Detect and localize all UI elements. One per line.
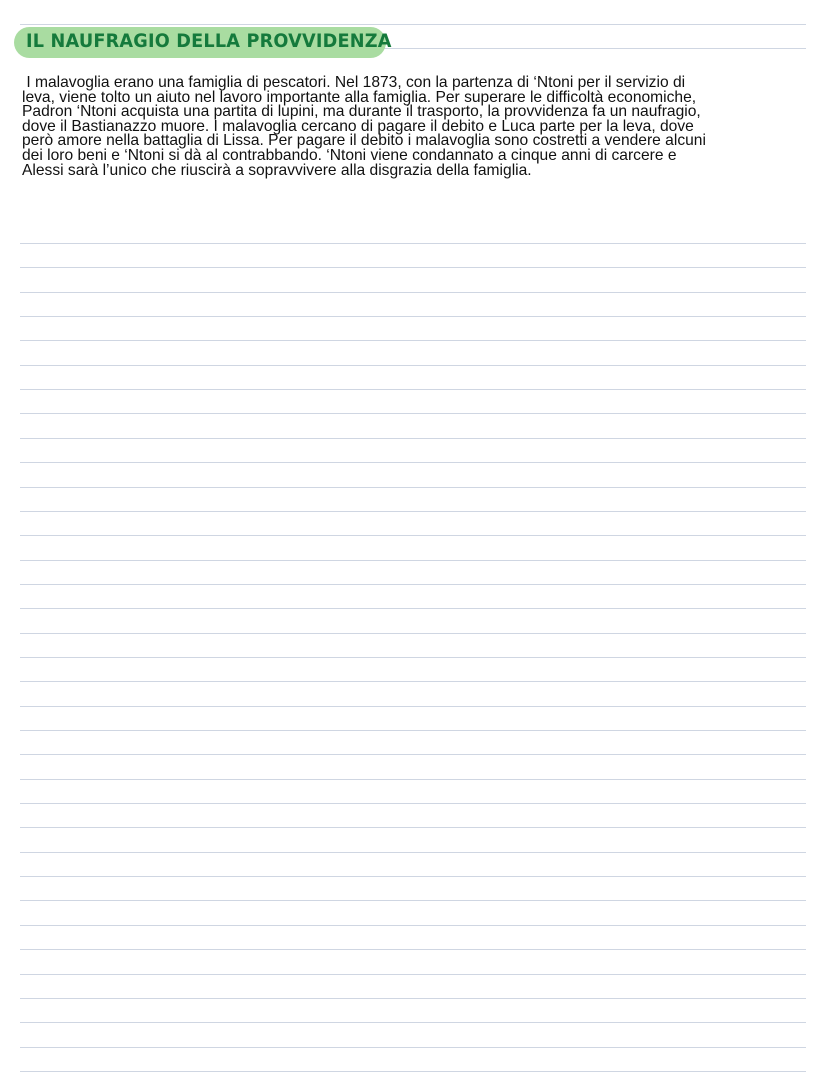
ruled-line (20, 925, 806, 926)
paragraph-line: dove il Bastianazzo muore. I malavoglia cercano di pagare il debito e Luca parte per la leva, dove (22, 117, 694, 135)
ruled-line (20, 633, 806, 634)
ruled-line (20, 462, 806, 463)
ruled-line (20, 779, 806, 780)
ruled-line (20, 487, 806, 488)
ruled-line (20, 243, 806, 244)
ruled-line (20, 316, 806, 317)
paragraph-line: Alessi sarà l’unico che riuscirà a sopravvivere alla disgrazia della famiglia. (22, 161, 532, 179)
ruled-line (20, 998, 806, 999)
ruled-line (20, 900, 806, 901)
paragraph-line: Padron ‘Ntoni acquista una partita di lupini, ma durante il trasporto, la provvidenza fa un naufragio, (22, 103, 701, 121)
ruled-line (20, 365, 806, 366)
ruled-line (20, 852, 806, 853)
ruled-line (20, 584, 806, 585)
ruled-line (20, 974, 806, 975)
ruled-line (20, 876, 806, 877)
paragraph-line: dei loro beni e ‘Ntoni si dà al contrabbando. ‘Ntoni viene condannato a cinque anni di carcere e (22, 146, 677, 164)
ruled-line (20, 949, 806, 950)
ruled-line (20, 24, 806, 25)
ruled-line (20, 1047, 806, 1048)
summary-paragraph (22, 76, 802, 178)
ruled-line (20, 1022, 806, 1023)
ruled-line (20, 438, 806, 439)
ruled-line (20, 389, 806, 390)
ruled-line (20, 511, 806, 512)
ruled-line (20, 803, 806, 804)
ruled-line (20, 706, 806, 707)
paragraph-line: però amore nella battaglia di Lissa. Per pagare il debito i malavoglia sono costretti a vendere alcuni (22, 132, 706, 150)
page-title: IL NAUFRAGIO DELLA PROVVIDENZA (26, 30, 392, 52)
ruled-line (20, 1071, 806, 1072)
ruled-line (20, 827, 806, 828)
ruled-line (20, 413, 806, 414)
ruled-line (20, 267, 806, 268)
ruled-line (20, 292, 806, 293)
ruled-line (20, 681, 806, 682)
paragraph-line: leva, viene tolto un aiuto nel lavoro importante alla famiglia. Per superare le difficoltà economiche, (22, 88, 697, 106)
ruled-line (20, 608, 806, 609)
ruled-line (20, 657, 806, 658)
ruled-line (20, 730, 806, 731)
ruled-line (20, 754, 806, 755)
paragraph-line: I malavoglia erano una famiglia di pescatori. Nel 1873, con la partenza di ‘Ntoni per il servizio di (22, 74, 686, 91)
ruled-line (20, 340, 806, 341)
ruled-line (20, 560, 806, 561)
ruled-line (380, 48, 806, 49)
ruled-line (20, 535, 806, 536)
